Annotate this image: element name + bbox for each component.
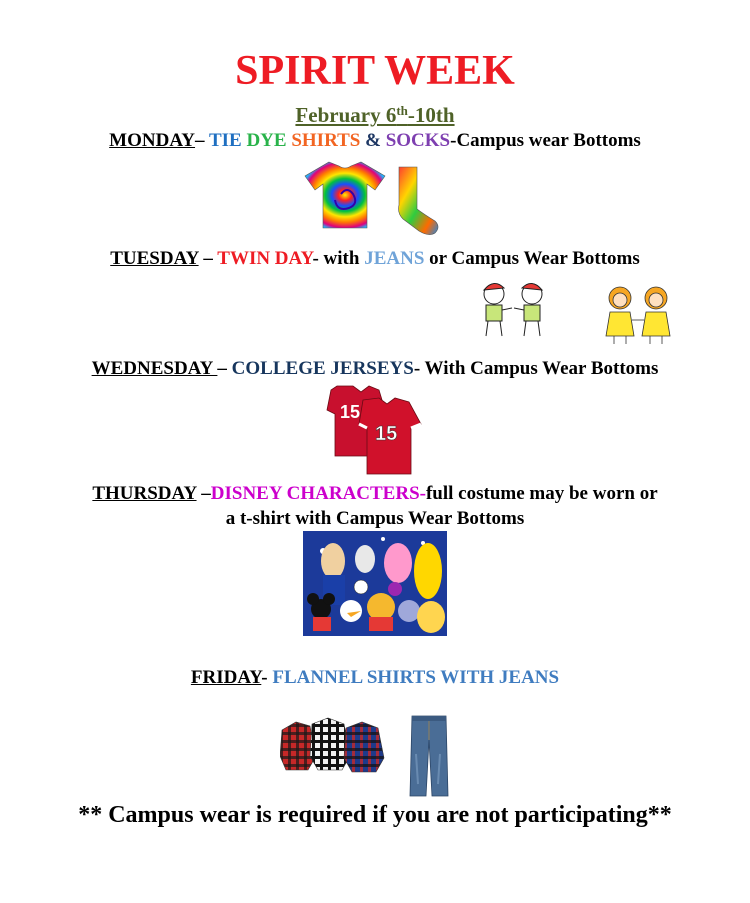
jersey-number-front: 15 bbox=[375, 423, 398, 445]
tuesday-line bbox=[0, 247, 750, 271]
collage-art bbox=[303, 531, 447, 636]
jersey-number-back: 15 bbox=[340, 402, 361, 422]
monday-shirts: SHIRTS bbox=[291, 130, 361, 151]
friday-label: FRIDAY bbox=[190, 667, 262, 688]
twin-girls-icon bbox=[600, 284, 678, 348]
tie-dye-sock-icon bbox=[395, 165, 441, 237]
tuesday-jeans: JEANS bbox=[364, 248, 425, 269]
tuesday-theme: TWIN DAY bbox=[217, 248, 313, 269]
thursday-label: THURSDAY bbox=[92, 483, 197, 504]
tuesday-mid: - with bbox=[312, 248, 365, 269]
friday-theme: FLANNEL SHIRTS WITH JEANS bbox=[272, 667, 560, 688]
date-range bbox=[0, 98, 750, 128]
monday-socks: SOCKS bbox=[385, 130, 451, 151]
wednesday-rest: - With Campus Wear Bottoms bbox=[413, 358, 659, 379]
monday-sep: – bbox=[195, 130, 209, 151]
tuesday-rest: or Campus Wear Bottoms bbox=[424, 248, 640, 269]
thursday-rest: full costume may be worn or bbox=[425, 483, 658, 504]
red-jersey-icon bbox=[323, 384, 425, 476]
friday-line bbox=[0, 666, 750, 690]
tie-dye-shirt-icon bbox=[303, 160, 387, 230]
thursday-theme: DISNEY CHARACTERS- bbox=[210, 483, 426, 504]
tuesday-sep: – bbox=[198, 248, 218, 269]
thursday-line1 bbox=[0, 482, 750, 506]
date-start: February 6 bbox=[295, 103, 397, 127]
wednesday-sep: – bbox=[217, 358, 232, 379]
monday-amp: & bbox=[365, 130, 381, 151]
tuesday-label: TUESDAY bbox=[110, 248, 199, 269]
wednesday-theme: COLLEGE JERSEYS bbox=[231, 358, 414, 379]
monday-line bbox=[0, 129, 750, 153]
date-end: -10th bbox=[407, 103, 455, 127]
date-suffix: th bbox=[396, 103, 408, 118]
footer-note: ** Campus wear is required if you are not participating** bbox=[78, 802, 672, 828]
monday-tie: TIE bbox=[208, 130, 242, 151]
monday-dye: DYE bbox=[246, 130, 287, 151]
page-title: SPIRIT WEEK bbox=[235, 48, 515, 94]
friday-sep: - bbox=[261, 667, 273, 688]
thursday-line2: a t-shirt with Campus Wear Bottoms bbox=[225, 508, 525, 529]
jeans-icon bbox=[408, 714, 450, 798]
wednesday-label: WEDNESDAY bbox=[91, 358, 218, 379]
disney-characters-collage bbox=[303, 531, 447, 636]
flannel-shirts-icon bbox=[280, 716, 386, 776]
twin-boys-icon bbox=[474, 278, 554, 342]
wednesday-line bbox=[0, 357, 750, 381]
monday-rest: -Campus wear Bottoms bbox=[450, 130, 641, 151]
thursday-sep: – bbox=[196, 483, 211, 504]
monday-label: MONDAY bbox=[109, 130, 196, 151]
